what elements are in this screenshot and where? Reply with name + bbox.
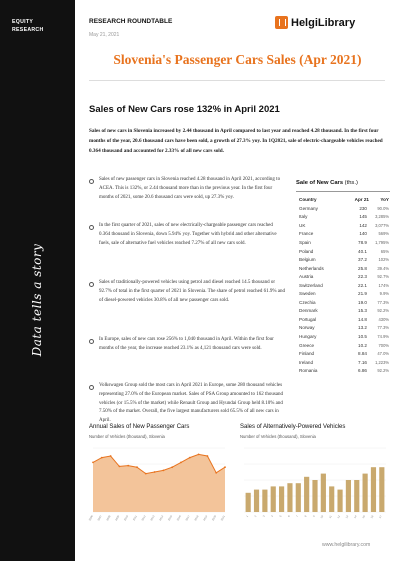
country-cell: Czechia: [299, 299, 316, 305]
bar: [304, 477, 309, 512]
alt-chart-title: Sales of Alternatively-Powered Vehicles: [240, 424, 346, 430]
column-header: Apr 21: [354, 197, 369, 202]
data-point: [101, 457, 103, 459]
table-row: [299, 272, 389, 281]
yoy-cell: 39.4%: [377, 265, 389, 271]
helgi-logo-icon: [275, 16, 288, 29]
sales-cell: 22.3: [358, 274, 367, 280]
country-cell: Italy: [299, 214, 308, 220]
alt-chart-subtitle: Number of Vehicles (thousand), Slovenia: [240, 434, 316, 439]
data-point: [119, 466, 121, 468]
country-cell: Norway: [299, 325, 315, 331]
table-row: [299, 315, 389, 324]
x-tick-label: 8: [304, 515, 308, 518]
bar: [321, 474, 326, 512]
country-cell: Switzerland: [299, 282, 323, 288]
sales-cell: 78.9: [358, 239, 367, 245]
yoy-cell: 47.0%: [377, 351, 389, 357]
x-tick-label: 17: [378, 515, 383, 520]
footer-url: www.helgilibrary.com: [322, 542, 371, 548]
data-point: [171, 466, 173, 468]
x-tick-label: 2017: [185, 515, 191, 522]
country-cell: Ireland: [299, 359, 314, 365]
sales-cell: 7.16: [358, 359, 367, 365]
sales-cell: 145: [359, 214, 367, 220]
x-tick-label: 7: [295, 515, 300, 518]
data-point: [154, 471, 156, 473]
bar: [346, 480, 351, 512]
logo: HelgiLibrary: [275, 16, 355, 29]
country-cell: Greece: [299, 342, 315, 348]
country-cell: Netherlands: [299, 265, 324, 271]
bar: [287, 483, 292, 512]
table-row: [299, 307, 389, 316]
data-point: [163, 470, 165, 472]
x-tick-label: 2012: [141, 515, 147, 522]
table-row: [299, 281, 389, 290]
sales-cell: 10.5: [358, 333, 367, 339]
bar: [354, 480, 359, 512]
table-row: [299, 324, 389, 333]
yoy-cell: 92.2%: [377, 308, 389, 314]
lead-paragraph: Sales of new cars in Slovenia increased by 2.44 thousand in April compared to last year and reached 4.28 thousand. In the first four months of the year, 20.6 thousand cars have been sold, a growth of 27.3% yoy. In 1Q2021, sale of electric-chargeable vehicles reached 0.364 thousand and accounted for 2.33% of all new cars sold.: [89, 128, 383, 154]
yoy-cell: 74.9%: [377, 333, 389, 339]
data-point: [110, 455, 112, 457]
yoy-cell: 77.3%: [377, 299, 389, 305]
bullet-item: Sales of traditionally-powered vehicles using petrol and diesel reached 14.5 thousand or 92.7% of total in the first quarter of 2021 in Slovenia. The share of petrol reached 61.9% and of diesel-powered vehicles 30.8% of all new passenger cars sold.: [89, 279, 285, 305]
country-cell: UK: [299, 222, 306, 228]
yoy-cell: 569%: [378, 231, 389, 237]
sales-cell: 21.9: [358, 291, 367, 297]
yoy-cell: 65%: [380, 248, 389, 254]
table-header-row: [299, 195, 389, 204]
country-cell: Spain: [299, 239, 311, 245]
x-tick-label: 2011: [132, 515, 138, 522]
bullet-item: Sales of new passenger cars in Slovenia reached 4.28 thousand in April 2021, according to ACEA. This is 132%, or 2.44 thousand more than in the previous year. In the first four months of 2021, some 20.6 thousand cars were sold, up 27.3% yoy.: [89, 176, 285, 202]
yoy-cell: 92.7%: [377, 274, 389, 280]
data-point: [207, 455, 209, 457]
x-tick-label: 2008: [105, 515, 112, 522]
x-tick-label: 2013: [149, 515, 156, 522]
x-tick-label: 10: [320, 515, 325, 520]
sales-cell: 37.2: [358, 257, 367, 263]
bar: [279, 486, 284, 512]
sales-table: [299, 195, 389, 375]
section-heading: Sales of New Cars rose 132% in April 2021: [89, 104, 280, 115]
data-point: [145, 473, 147, 475]
sales-cell: 19.0: [358, 299, 367, 305]
country-cell: Romania: [299, 368, 318, 374]
column-header: Country: [299, 197, 317, 202]
yoy-cell: 92.2%: [377, 368, 389, 374]
data-point: [215, 472, 217, 474]
table-row: [299, 264, 389, 273]
table-row: [299, 289, 389, 298]
bar: [363, 474, 368, 512]
x-tick-label: 2018: [193, 515, 200, 522]
table-row: [299, 213, 389, 222]
country-cell: Portugal: [299, 316, 317, 322]
country-cell: Germany: [299, 205, 318, 211]
table-row: [299, 247, 389, 256]
country-cell: Finland: [299, 351, 315, 357]
country-cell: Poland: [299, 248, 314, 254]
yoy-cell: 174%: [378, 282, 389, 288]
sales-cell: 14.8: [358, 316, 367, 322]
yoy-cell: 77.3%: [377, 325, 389, 331]
x-tick-label: 14: [353, 515, 358, 520]
sales-cell: 140: [359, 231, 367, 237]
country-cell: Sweden: [299, 291, 316, 297]
country-cell: France: [299, 231, 314, 237]
table-body: [299, 204, 389, 375]
table-row: [299, 341, 389, 350]
table-row: [299, 366, 389, 375]
x-tick-label: 9: [312, 515, 316, 518]
series-label: RESEARCH ROUNDTABLE: [89, 18, 173, 25]
annual-chart-subtitle: Number of Vehicles (thousand), Slovenia: [89, 434, 165, 439]
yoy-cell: 9.9%: [379, 291, 389, 297]
x-tick-label: 2015: [167, 515, 174, 522]
sales-cell: 40.1: [358, 248, 367, 254]
bullet-item: In the first quarter of 2021, sales of new electrically-chargeable passenger cars reached 0.364 thousand in Slovenia, down 5.94% yoy. Together with hybrid and other alternative fuels, sale of alternative fuel vehicles reached 7.27% of all new cars sold.: [89, 222, 285, 248]
yoy-cell: 3,285%: [375, 214, 389, 220]
bar: [379, 467, 384, 512]
x-tick-label: 16: [370, 515, 375, 520]
x-tick-label: 2010: [123, 515, 130, 522]
divider: [296, 191, 390, 192]
bar: [296, 483, 301, 512]
sales-cell: 10.2: [358, 342, 367, 348]
x-tick-label: 15: [361, 515, 366, 520]
page-title: Slovenia's Passenger Cars Sales (Apr 2021): [113, 52, 362, 67]
x-tick-label: 2006: [88, 515, 94, 522]
bullet-item: Volkswagen Group sold the most cars in April 2021 in Europe, some 280 thousand vehicles representing 27.0% of the European market. Sales of PSA Group amounted to 162 thousand vehicles (or 15.5% of the market) while Renault Group and Hyundai Group held 8.10% and 7.50% of the market. Overall, the five largest manufacturers sold 65.5% of all new cars in April.: [89, 382, 285, 426]
x-tick-label: 2016: [176, 515, 182, 522]
sales-cell: 6.86: [358, 368, 367, 374]
bar: [271, 486, 276, 512]
sales-cell: 142: [359, 222, 367, 228]
bar: [371, 467, 376, 512]
yoy-cell: 102%: [378, 257, 389, 263]
bar: [246, 493, 251, 512]
x-tick-label: 2: [254, 515, 258, 518]
country-cell: Denmark: [299, 308, 318, 314]
table-row: [299, 221, 389, 230]
country-cell: Hungary: [299, 333, 317, 339]
data-point: [180, 462, 182, 464]
data-point: [92, 462, 94, 464]
x-tick-label: 2007: [97, 515, 103, 522]
x-tick-label: 2021: [220, 515, 226, 522]
x-tick-label: 13: [345, 515, 350, 520]
x-tick-label: 5: [279, 515, 283, 518]
annual-chart-title: Annual Sales of New Passenger Cars: [89, 424, 190, 430]
bar: [254, 490, 259, 512]
table-row: [299, 255, 389, 264]
x-tick-label: 2009: [114, 515, 121, 522]
data-point: [198, 454, 200, 456]
yoy-cell: 90.0%: [377, 205, 389, 211]
x-tick-label: 6: [287, 515, 291, 518]
table-row: [299, 349, 389, 358]
x-tick-label: 3: [262, 515, 266, 518]
sales-cell: 22.1: [358, 282, 367, 288]
x-tick-label: 11: [328, 515, 333, 519]
annual-sales-chart: [89, 442, 229, 528]
sidebar-tagline: Data tells a story: [30, 243, 44, 357]
divider: [89, 80, 385, 81]
country-cell: Belgium: [299, 257, 316, 263]
table-row: [299, 358, 389, 367]
yoy-cell: 700%: [378, 342, 389, 348]
table-row: [299, 230, 389, 239]
yoy-cell: 1,795%: [375, 239, 389, 245]
table-row: [299, 298, 389, 307]
yoy-cell: 3,077%: [375, 222, 389, 228]
bar: [329, 486, 334, 512]
sales-cell: 8.84: [358, 351, 367, 357]
table-row: [299, 238, 389, 247]
table-row: [299, 204, 389, 213]
x-tick-label: 2014: [158, 515, 165, 522]
yoy-cell: 430%: [378, 316, 389, 322]
data-point: [127, 465, 129, 467]
bullet-item: In Europe, sales of new cars rose 256% to 1,040 thousand in April. Within the first four months of the year, the increase reached 23.1% as 4,121 thousand cars were sold.: [89, 336, 285, 354]
sales-cell: 13.2: [358, 325, 367, 331]
table-title: Sale of New Cars (ths.): [296, 180, 358, 186]
column-header: YoY: [380, 197, 389, 202]
alt-vehicles-chart: [240, 442, 390, 528]
x-tick-label: 2020: [211, 515, 218, 522]
bar: [312, 480, 317, 512]
bar: [337, 490, 342, 512]
category-label: EQUITY RESEARCH: [12, 19, 44, 33]
sidebar: [0, 0, 75, 561]
data-point: [224, 466, 226, 468]
data-point: [136, 466, 138, 468]
yoy-cell: 1,223%: [375, 359, 389, 365]
table-row: [299, 332, 389, 341]
bar: [262, 490, 267, 512]
x-tick-label: 4: [270, 515, 275, 518]
x-tick-label: 12: [336, 515, 341, 520]
x-tick-label: 1: [245, 515, 250, 518]
country-cell: Austria: [299, 274, 314, 280]
series-area: [93, 454, 225, 512]
publication-date: May 21, 2021: [89, 32, 120, 38]
sales-cell: 25.8: [358, 265, 367, 271]
sales-cell: 15.3: [358, 308, 367, 314]
sales-cell: 230: [359, 205, 367, 211]
x-tick-label: 2019: [202, 515, 209, 522]
data-point: [189, 457, 191, 459]
